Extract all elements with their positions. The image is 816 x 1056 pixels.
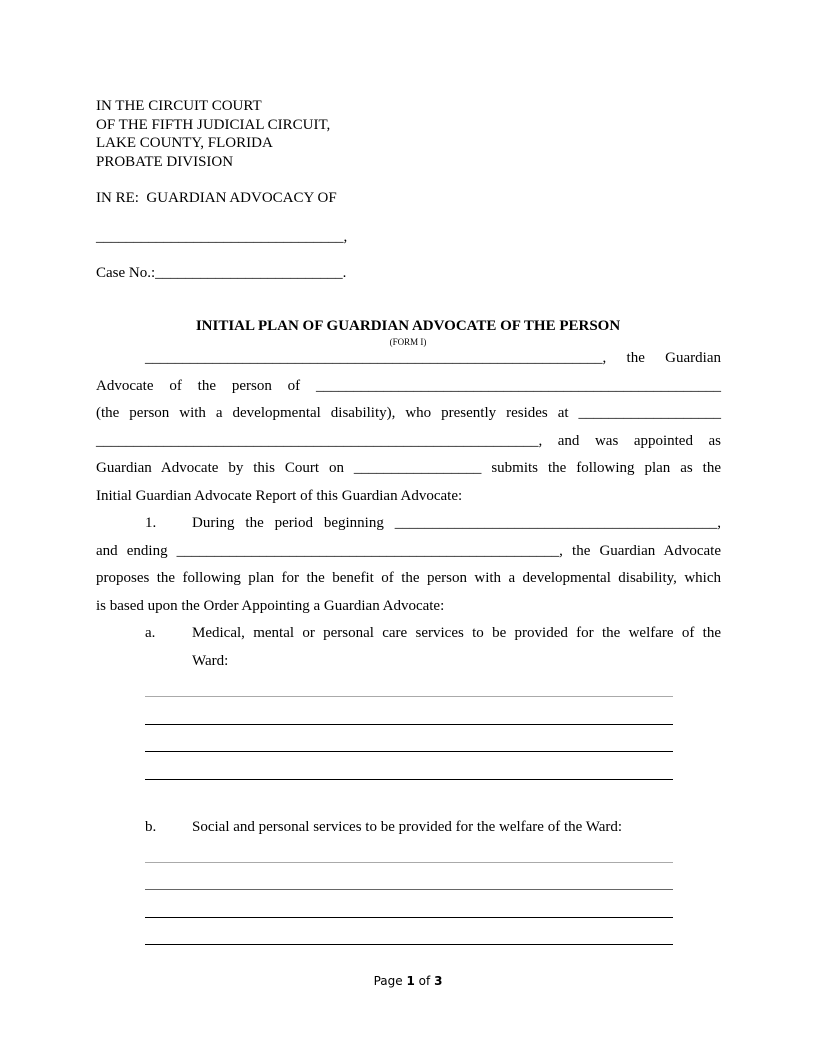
of-word: of <box>418 974 431 988</box>
item-b-text: Social and personal services to be provided for the welfare of the Ward: <box>192 819 623 835</box>
item-number: 1. <box>145 515 157 531</box>
item-a-text: Medical, mental or personal care services to be provided for the welfare of the <box>192 625 721 641</box>
residence-field-cont[interactable]: ___________________________________________________________, and was appointed as <box>96 433 721 449</box>
medical-services-line[interactable] <box>145 724 673 725</box>
period-beginning-field[interactable]: During the period beginning ___________________________________________, <box>192 515 721 531</box>
social-services-line[interactable] <box>145 917 673 918</box>
in-re-line: IN RE: GUARDIAN ADVOCACY OF <box>96 190 337 206</box>
page-footer <box>0 974 816 988</box>
medical-services-line[interactable] <box>145 779 673 780</box>
social-services-line[interactable] <box>145 944 673 945</box>
paragraph-text: Initial Guardian Advocate Report of this Guardian Advocate: <box>96 488 463 504</box>
court-name-line1: IN THE CIRCUIT COURT <box>96 98 262 114</box>
item-letter: a. <box>145 625 156 641</box>
court-name-line4: PROBATE DIVISION <box>96 154 234 170</box>
period-ending-field[interactable]: and ending ___________________________________________________, the Guardian Advocate <box>96 543 721 559</box>
paragraph-text: is based upon the Order Appointing a Guardian Advocate: <box>96 598 445 614</box>
social-services-line[interactable] <box>145 889 673 890</box>
paragraph-text: proposes the following plan for the benefit of the person with a developmental disability, which <box>96 570 721 586</box>
court-name-line2: OF THE FIFTH JUDICIAL CIRCUIT, <box>96 117 331 133</box>
social-services-line[interactable] <box>145 862 673 863</box>
item-a-text-cont: Ward: <box>192 653 229 669</box>
page-current: 1 <box>406 974 415 988</box>
case-number-field[interactable]: Case No.:_________________________. <box>96 265 347 281</box>
form-title: INITIAL PLAN OF GUARDIAN ADVOCATE OF THE PERSON <box>195 318 621 334</box>
medical-services-line[interactable] <box>145 751 673 752</box>
person-name-field[interactable]: Advocate of the person of ______________________________________________________ <box>96 378 721 394</box>
form-number: (FORM I) <box>389 337 427 347</box>
residence-field[interactable]: (the person with a developmental disability), who presently resides at ___________________ <box>96 405 721 421</box>
page-total: 3 <box>434 974 443 988</box>
page-word: Page <box>373 974 403 988</box>
court-name-line3: LAKE COUNTY, FLORIDA <box>96 135 273 151</box>
guardian-name-field[interactable]: _____________________________________________________________, the Guardian <box>145 350 721 366</box>
item-letter: b. <box>145 819 157 835</box>
ward-name-field[interactable]: _________________________________, <box>96 229 348 245</box>
medical-services-line[interactable] <box>145 696 673 697</box>
appointment-date-field[interactable]: Guardian Advocate by this Court on _________________ submits the following plan as the <box>96 460 721 476</box>
